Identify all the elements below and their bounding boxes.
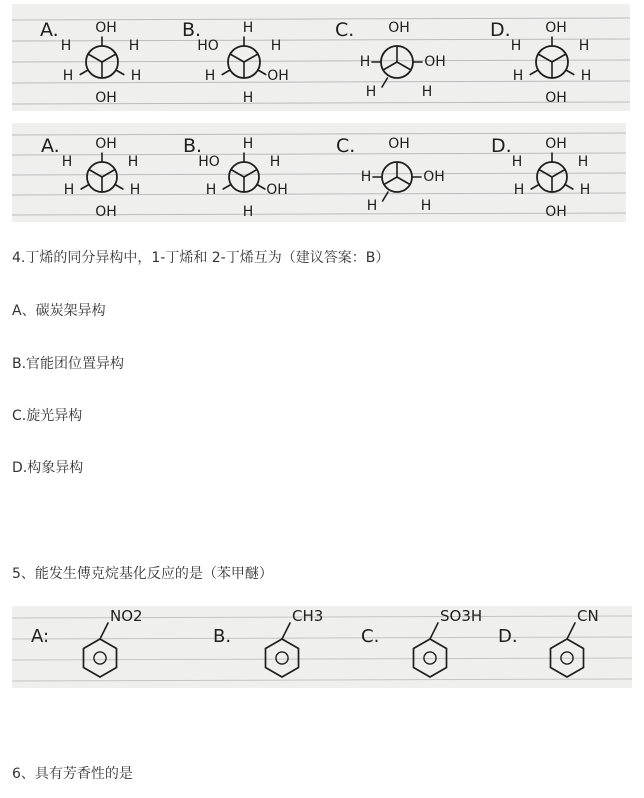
group-upper-left: H [60,38,72,54]
group-left: H [360,169,372,185]
substituent-label: CN [577,607,599,625]
group-lower-right: H [421,84,433,100]
group-top: OH [95,136,117,152]
group-top: OH [388,136,410,152]
group-bottom: H [242,90,254,106]
benzene-ring [266,639,299,677]
group-lower-right: OH [266,182,288,198]
question-4-option-b: B.官能团位置异构 [12,356,125,372]
aromatic-circle [276,652,288,664]
option-letter: B. [183,135,203,157]
substituent-label: NO2 [110,607,143,625]
group-bottom: OH [95,90,117,106]
group-right: OH [423,169,445,185]
option-letter: D. [490,19,511,41]
question-6-stem: 6、具有芳香性的是 [12,766,133,782]
group-lower-right: OH [267,68,289,84]
benzene-options-photo [12,606,632,688]
option-letter: C. [336,135,356,157]
group-upper-left: H [61,154,73,170]
group-lower-left: H [513,182,525,198]
group-bottom: H [242,204,254,220]
fig1-option-3 [490,19,591,106]
group-lower-left: H [512,68,524,84]
group-lower-right: H [129,182,141,198]
substituent-label: SO3H [440,607,483,625]
benzene-ring [414,639,447,677]
newman-projections-photo-2 [12,123,626,222]
group-left: H [359,54,371,70]
fig2-option-1 [183,135,288,220]
newman-projections-drawing-1 [12,4,630,111]
group-lower-right: H [580,68,592,84]
benzene-option-2 [361,607,482,677]
group-lower-left: H [366,198,378,214]
group-upper-left: H [510,38,522,54]
group-lower-right: H [130,68,142,84]
group-upper-right: H [578,38,590,54]
group-upper-right: H [577,154,589,170]
group-lower-left: H [365,84,377,100]
group-lower-left: H [205,182,217,198]
question-5-stem: 5、能发生傅克烷基化反应的是（苯甲醚） [12,566,273,582]
group-right: OH [424,54,446,70]
question-4-option-c: C.旋光异构 [12,408,83,424]
option-letter: D. [498,626,518,647]
newman-projections-photo-1 [12,4,630,111]
benzene-options-drawing [12,606,632,688]
question-4-option-d: D.构象异构 [12,460,84,476]
group-lower-left: H [204,68,216,84]
aromatic-circle [424,652,436,664]
fig2-option-0 [41,135,140,220]
group-upper-left: HO [198,154,220,170]
question-4-option-a: A、碳炭架异构 [12,303,106,319]
group-lower-left: H [62,68,74,84]
benzene-ring [84,639,117,677]
group-bottom: OH [545,90,567,106]
group-top: OH [545,20,567,36]
group-bottom: OH [545,204,567,220]
option-letter: A: [31,626,50,647]
newman-projections-drawing-2 [12,123,626,222]
group-lower-right: H [420,198,432,214]
benzene-option-3 [498,607,599,677]
group-top: OH [388,20,410,36]
group-top: H [242,20,254,36]
option-letter: C. [361,626,380,647]
group-upper-right: H [269,154,281,170]
group-lower-left: H [63,182,75,198]
option-letter: A. [40,19,59,41]
group-top: H [242,136,254,152]
group-top: OH [545,136,567,152]
substituent-label: CH3 [292,607,324,625]
fig1-option-0 [40,19,141,106]
group-top: OH [95,20,117,36]
fig1-option-1 [182,19,289,106]
option-letter: B. [182,19,202,41]
fig1-option-2 [335,19,446,100]
fig2-option-2 [336,135,445,214]
group-upper-right: H [270,38,282,54]
option-letter: D. [491,135,512,157]
fig2-option-3 [491,135,590,220]
group-upper-left: H [511,154,523,170]
group-lower-right: H [579,182,591,198]
option-letter: C. [335,19,355,41]
group-upper-right: H [127,154,139,170]
group-bottom: OH [95,204,117,220]
group-upper-left: HO [197,38,219,54]
group-upper-right: H [128,38,140,54]
question-4-stem: 4.丁烯的同分异构中，1-丁烯和 2-丁烯互为（建议答案：B） [12,250,390,266]
aromatic-circle [94,652,106,664]
option-letter: B. [213,626,232,647]
option-letter: A. [41,135,60,157]
